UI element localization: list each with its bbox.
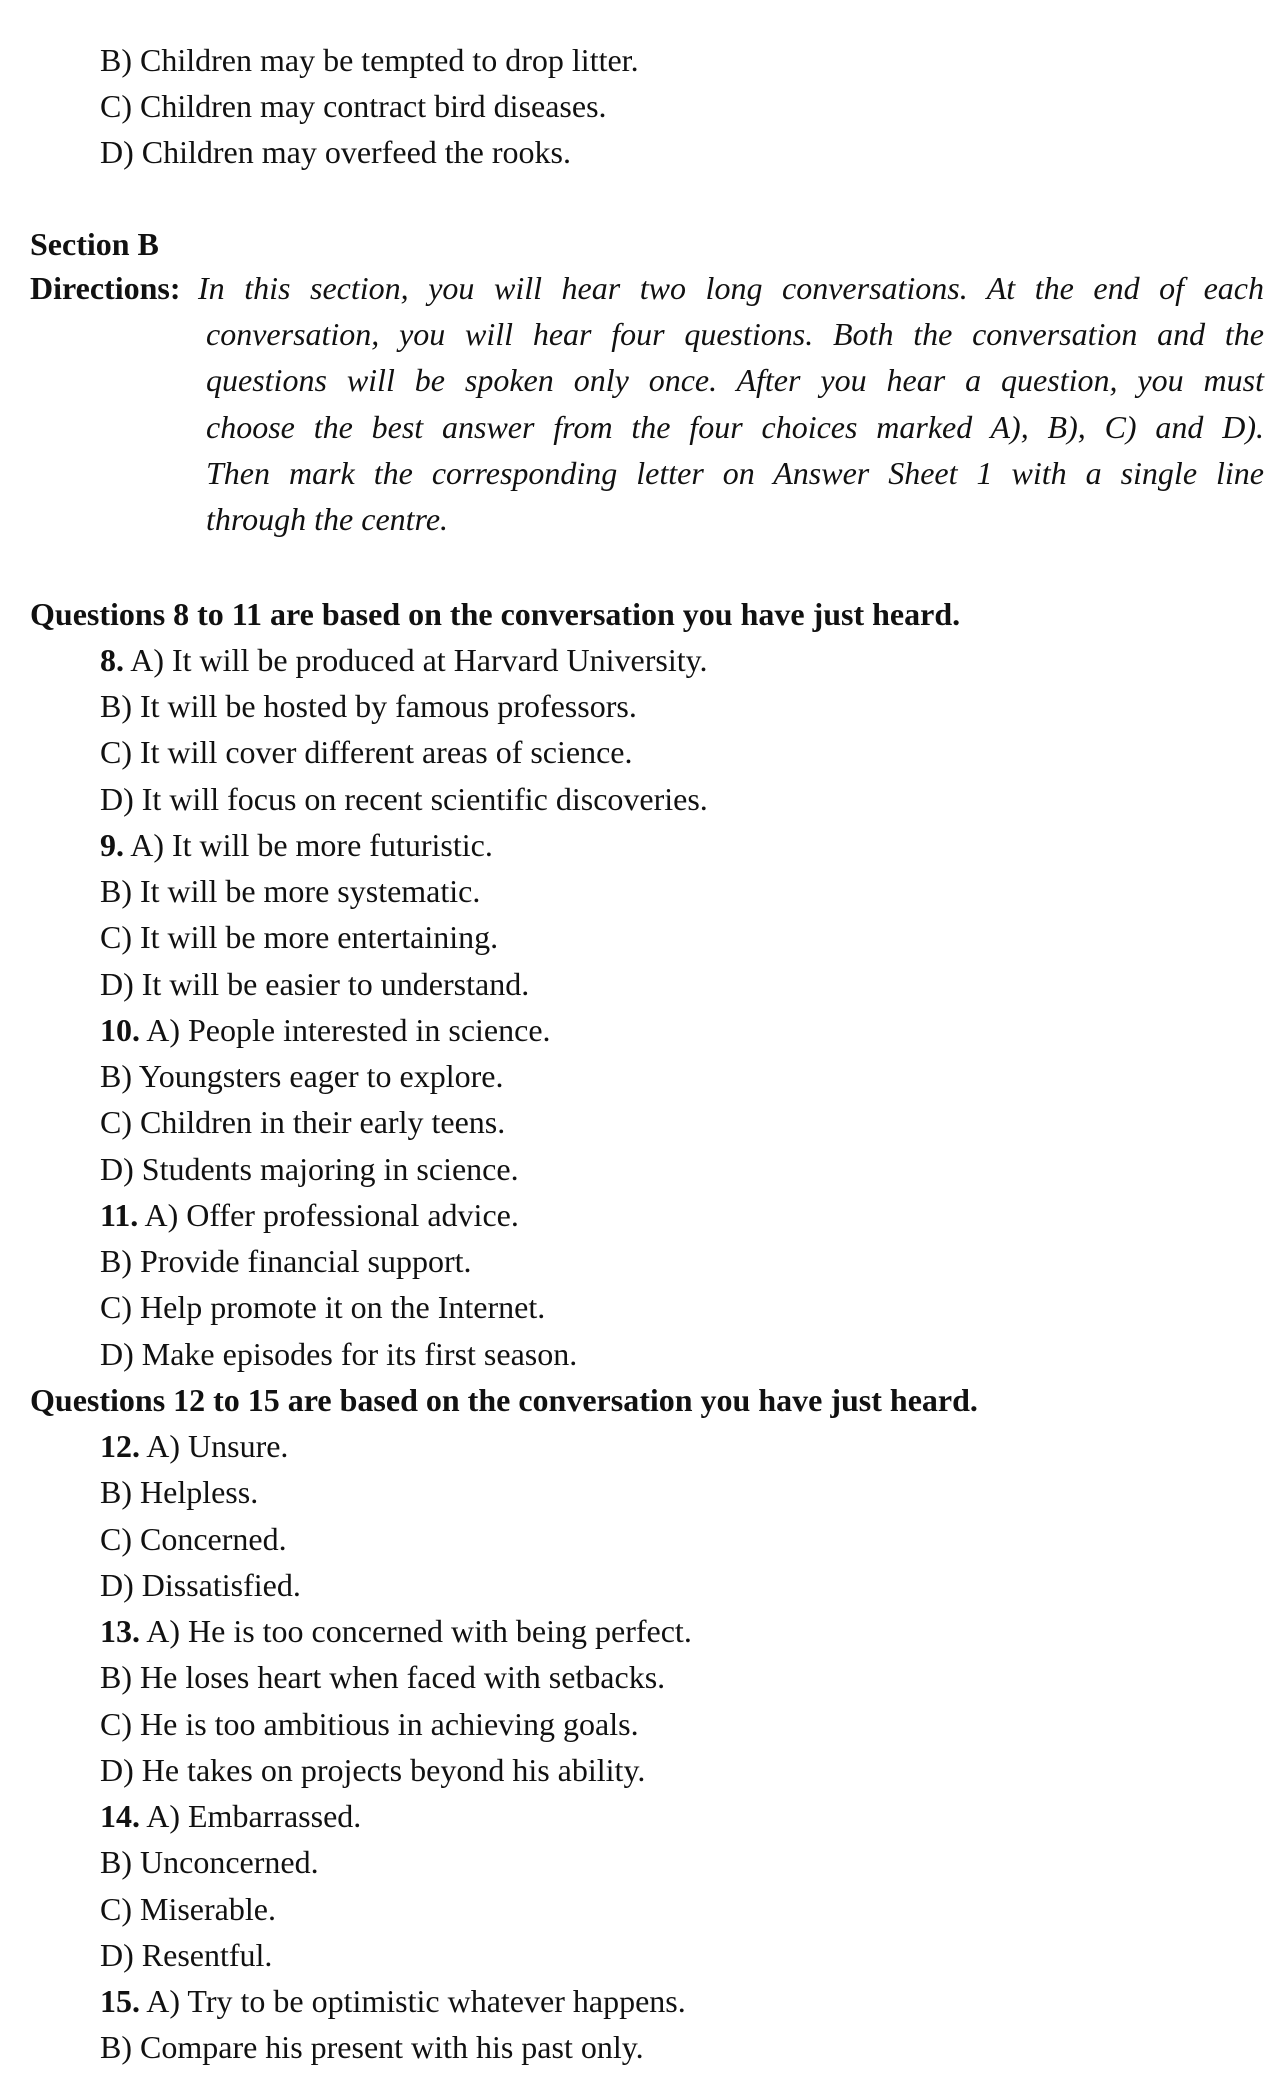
directions-line: choose the best answer from the four choices marked A), B), C) and D).	[206, 408, 1264, 445]
option-a: A) Embarrassed.	[146, 1798, 362, 1834]
option-b: B) It will be hosted by famous professors.	[100, 688, 637, 724]
question-15	[100, 1981, 686, 2021]
option-c: C) It will be more entertaining.	[100, 919, 499, 955]
directions-text	[198, 268, 1264, 545]
question-number: 11.	[100, 1197, 139, 1233]
question-number: 9.	[100, 827, 124, 863]
question-number: 12.	[100, 1428, 140, 1464]
question-12	[100, 1426, 288, 1466]
option-d: D) Dissatisfied.	[100, 1567, 301, 1603]
option-a: A) Try to be optimistic whatever happens.	[146, 1983, 686, 2019]
question-number: 15.	[100, 1983, 140, 2019]
option-d: D) Make episodes for its first season.	[100, 1336, 578, 1372]
option-a: A) Unsure.	[146, 1428, 289, 1464]
option-c: C) Concerned.	[100, 1521, 287, 1557]
directions-line: through the centre.	[206, 500, 449, 537]
directions-label: Directions:	[30, 270, 181, 306]
option-a: A) It will be more futuristic.	[130, 827, 493, 863]
option-b: B) Helpless.	[100, 1474, 259, 1510]
option-b: B) Youngsters eager to explore.	[100, 1058, 504, 1094]
option-a: A) People interested in science.	[146, 1012, 551, 1048]
option-c: C) Help promote it on the Internet.	[100, 1289, 546, 1325]
option-b: B) Provide financial support.	[100, 1243, 472, 1279]
question-10	[100, 1010, 551, 1050]
directions-line: In this section, you will hear two long conversations. At the end of each	[198, 270, 1264, 306]
directions-line: conversation, you will hear four questions. Both the conversation and the	[206, 316, 1264, 353]
question-number: 10.	[100, 1012, 140, 1048]
prev-option-d: D) Children may overfeed the rooks.	[100, 134, 571, 170]
option-c: C) It will cover different areas of science.	[100, 734, 633, 770]
question-number: 8.	[100, 642, 124, 678]
option-d: D) He takes on projects beyond his ability.	[100, 1752, 646, 1788]
directions-line: questions will be spoken only once. After you hear a question, you must	[206, 362, 1264, 399]
option-c: C) He is too ambitious in achieving goals.	[100, 1706, 639, 1742]
group2-heading: Questions 12 to 15 are based on the conversation you have just heard.	[30, 1382, 978, 1418]
question-number: 14.	[100, 1798, 140, 1834]
option-a: A) He is too concerned with being perfect.	[146, 1613, 692, 1649]
section-title: Section B	[30, 226, 159, 262]
option-c: C) Children in their early teens.	[100, 1104, 506, 1140]
question-14	[100, 1796, 361, 1836]
option-b: B) Unconcerned.	[100, 1844, 319, 1880]
option-c: C) Miserable.	[100, 1891, 276, 1927]
question-number: 13.	[100, 1613, 140, 1649]
option-b: B) It will be more systematic.	[100, 873, 481, 909]
option-a: A) Offer professional advice.	[144, 1197, 519, 1233]
question-13	[100, 1611, 692, 1651]
group1-heading: Questions 8 to 11 are based on the conversation you have just heard.	[30, 596, 961, 632]
question-11	[100, 1195, 519, 1235]
option-d: D) Resentful.	[100, 1937, 273, 1973]
option-b: B) He loses heart when faced with setbacks.	[100, 1659, 666, 1695]
option-d: D) It will focus on recent scientific discoveries.	[100, 781, 708, 817]
option-a: A) It will be produced at Harvard University.	[130, 642, 708, 678]
option-d: D) It will be easier to understand.	[100, 966, 530, 1002]
question-9	[100, 825, 493, 865]
prev-option-b: B) Children may be tempted to drop litter.	[100, 42, 639, 78]
option-b: B) Compare his present with his past only.	[100, 2029, 644, 2065]
option-d: D) Students majoring in science.	[100, 1151, 519, 1187]
directions-line: Then mark the corresponding letter on Answer Sheet 1 with a single line	[206, 454, 1264, 491]
prev-option-c: C) Children may contract bird diseases.	[100, 88, 607, 124]
question-8	[100, 640, 708, 680]
